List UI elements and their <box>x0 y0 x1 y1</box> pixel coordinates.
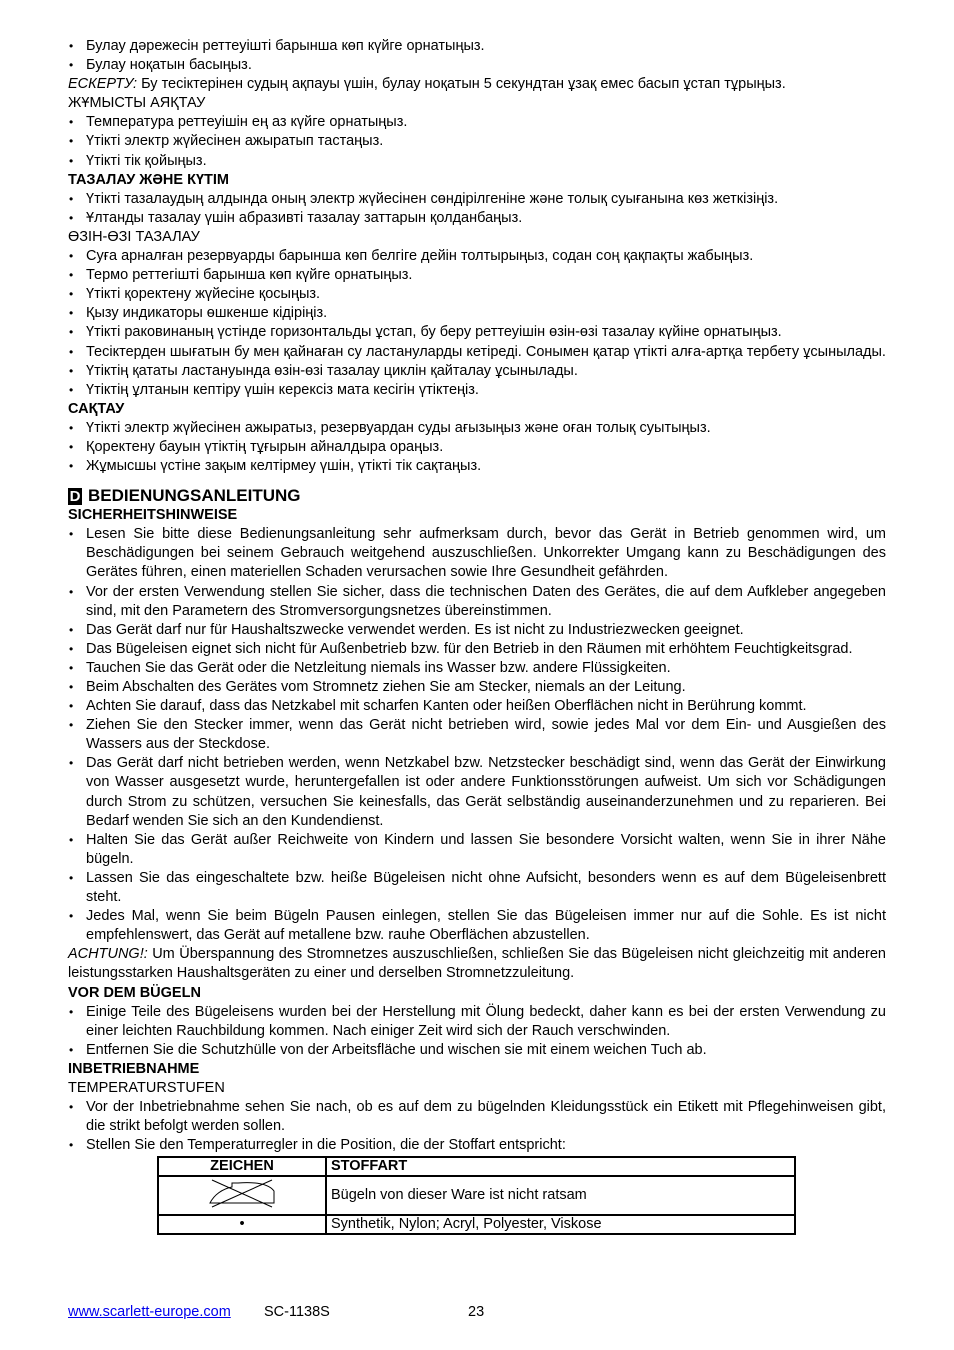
list-item: • Ziehen Sie den Stecker immer, wenn das Gerät nicht betrieben wird, sowie jedes Mal vor dem Ein- und Ausgießen des Wassers aus der Steckdose. <box>68 716 886 754</box>
list-item: • Қоректену бауын үтіктің тұғырын айналдыра ораңыз. <box>68 438 886 457</box>
list-item: • Үтікті электр жүйесінен ажыратып тастаңыз. <box>68 132 886 151</box>
kk-selfclean-heading: ӨЗІН-ӨЗІ ТАЗАЛАУ <box>68 228 200 245</box>
page-footer <box>68 1304 886 1320</box>
list-item: • Vor der Inbetriebnahme sehen Sie nach, ob es auf dem zu bügelnden Kleidungsstück ein Etikett mit Pflegehinweisen gibt, die strikt befolgt werden sollen. <box>68 1098 886 1136</box>
column-header-symbol: ZEICHEN <box>158 1157 326 1176</box>
list-item: • Das Bügeleisen eignet sich nicht für Außenbetrieb bzw. für den Betrieb in den Räumen mit erhöhtem Feuchtigkeitsgrad. <box>68 640 886 659</box>
page-number: 23 <box>468 1304 485 1320</box>
list-item: • Ұлтанды тазалау үшін абразивті тазалау заттарын қолданбаңыз. <box>68 209 886 228</box>
list-item: • Entfernen Sie die Schutzhülle von der Arbeitsfläche und wischen sie mit einem weichen Tuch ab. <box>68 1041 886 1060</box>
de-start-heading: INBETRIEBNAHME <box>68 1060 200 1077</box>
list-item: • Үтікті қоректену жүйесіне қосыңыз. <box>68 285 886 304</box>
de-title-text: BEDIENUNGSANLEITUNG <box>88 486 301 506</box>
list-item: • Achten Sie darauf, dass das Netzkabel mit scharfen Kanten oder heißen Oberflächen nicht in Berührung kommt. <box>68 697 886 716</box>
list-item: • Lesen Sie bitte diese Bedienungsanleitung sehr aufmerksam durch, bevor das Gerät in Betrieb genommen wird, um Beschädigungen bei seinem Gebrauch weitgehend auszuschließen. Unkorrekter Umgang kann zu Beschädigungen des Gerätes führen, einen materiellen Schaden verursachen sowie Ihre Gesundheit gefährden. <box>68 525 886 582</box>
list-item: • Жұмысшы үстіне зақым келтірмеу үшін, үтікті тік сақтаңыз. <box>68 457 886 476</box>
temperature-table <box>157 1156 796 1235</box>
list-item: • Halten Sie das Gerät außer Reichweite von Kindern und lassen Sie besondere Vorsicht walten, wenn Sie in ihrer Nähe bügeln. <box>68 831 886 869</box>
table-cell-fabric: Bügeln von dieser Ware ist nicht ratsam <box>326 1176 795 1215</box>
kk-clean-heading: ТАЗАЛАУ ЖӘНЕ КҮТІМ <box>68 171 229 188</box>
kk-note-text: Бу тесіктерінен судың ақпауы үшін, булау ноқатын 5 секундтан ұзақ емес басып ұстап тұрыңыз. <box>137 76 786 93</box>
de-warning <box>68 945 886 983</box>
list-item: • Температура реттеуішін ең аз күйге орнатыңыз. <box>68 113 886 132</box>
crossed-iron-icon <box>202 1177 282 1209</box>
language-badge: D <box>69 487 81 505</box>
list-item: • Термо реттегішті барынша көп күйге орнатыңыз. <box>68 266 886 285</box>
list-item: • Das Gerät darf nicht betrieben werden, wenn Netzkabel bzw. Netzstecker beschädigt sind, wenn das Gerät der Einwirkung von Wasser ausgesetzt wurde, heruntergefallen ist oder andere Funktionsstörungen aufweist. Um sich vor Schädigungen durch Strom zu schützen, versuchen Sie keinesfalls, das Gerät selbständig auseinanderzunehmen und zu reparieren. Bei Bedarf wenden Sie sich an den Kundendienst. <box>68 754 886 830</box>
table-cell-symbol <box>158 1176 326 1215</box>
kk-note <box>68 75 886 94</box>
model-number: SC-1138S <box>264 1304 330 1320</box>
de-warning-label: ACHTUNG!: <box>68 946 148 963</box>
list-item: • Das Gerät darf nur für Haushaltszwecke verwendet werden. Es ist nicht zu Industriezwecken geeignet. <box>68 621 886 640</box>
table-row <box>158 1176 795 1215</box>
table-row <box>158 1215 795 1234</box>
list-item: • Jedes Mal, wenn Sie beim Bügeln Pausen einlegen, stellen Sie das Bügeleisen immer nur auf die Sohle. Es ist nicht empfehlenswert, das Gerät auf metallene bzw. rauhe Oberflächen abzustellen. <box>68 907 886 945</box>
website-link[interactable]: www.scarlett-europe.com <box>68 1304 231 1320</box>
de-section-title <box>68 486 886 506</box>
list-item: • Суға арналған резервуарды барынша көп белгіге дейін толтырыңыз, содан соң қақпақты жабыңыз. <box>68 247 886 266</box>
table-cell-fabric: Synthetik, Nylon; Acryl, Polyester, Viskose <box>326 1215 795 1234</box>
list-item: • Einige Teile des Bügeleisens wurden bei der Herstellung mit Ölung bedeckt, daher kann es bei der ersten Verwendung zu einer leichten Rauchbildung kommen. Nach einiger Zeit wird sich der Rauch verschwinden. <box>68 1003 886 1041</box>
kk-storage-heading: САҚТАУ <box>68 400 125 417</box>
list-item: • Тесіктерден шығатын бу мен қайнаған су ластануларды кетіреді. Сонымен қатар үтікті алға-артқа тербету ұсынылады. <box>68 343 886 362</box>
de-safety-heading: SICHERHEITSHINWEISE <box>68 507 238 524</box>
list-item: • Үтіктің ұлтанын кептіру үшін керексіз мата кесігін үтіктеңіз. <box>68 381 886 400</box>
list-item: • Stellen Sie den Temperaturregler in die Position, die der Stoffart entspricht: <box>68 1136 886 1155</box>
steam-level-item: • Булау дәрежесін реттеуішті барынша көп күйге орнатыңыз. <box>68 37 886 56</box>
table-cell-symbol: • <box>158 1215 326 1234</box>
list-item: • Үтікті электр жүйесінен ажыратыз, резервуардан суды ағызыңыз және оған толық суытыңыз. <box>68 419 886 438</box>
kk-note-label: ЕСКЕРТУ: <box>68 76 138 93</box>
list-item: • Vor der ersten Verwendung stellen Sie sicher, dass die technischen Daten des Gerätes, die auf dem Aufkleber angegeben sind, mit den Parametern des Stromversorgungsnetzes übereinstimmen. <box>68 583 886 621</box>
de-before-heading: VOR DEM BÜGELN <box>68 984 201 1001</box>
list-item: • Үтікті раковинаның үстінде горизонтальды ұстап, бу беру реттеуішін өзін-өзі тазалау күйіне орнатыңыз. <box>68 323 886 342</box>
list-item: • Қызу индикаторы өшкенше кідіріңіз. <box>68 304 886 323</box>
manual-page <box>68 37 886 1235</box>
list-item: • Үтікті тазалаудың алдында оның электр жүйесінен сөндірілгеніне және толық суығанына көз жеткізіңіз. <box>68 190 886 209</box>
de-temp-heading: TEMPERATURSTUFEN <box>68 1079 225 1096</box>
steam-button-item: • Булау ноқатын басыңыз. <box>68 56 886 75</box>
kk-finish-heading: ЖҰМЫСТЫ АЯҚТАУ <box>68 95 206 112</box>
list-item: • Үтіктің қататы ластануында өзін-өзі тазалау циклін қайталау ұсынылады. <box>68 362 886 381</box>
de-warning-text: Um Überspannung des Stromnetzes auszuschließen, schließen Sie das Bügeleisen nicht gleichzeitig mit anderen leistungsstarken Haushaltsgeräten zu einer und derselben Stromnetzzuleitung. <box>68 946 886 982</box>
column-header-fabric: STOFFART <box>326 1157 795 1176</box>
list-item: • Lassen Sie das eingeschaltete bzw. heiße Bügeleisen nicht ohne Aufsicht, besonders wenn es auf dem Bügeleisenbrett steht. <box>68 869 886 907</box>
list-item: • Beim Abschalten des Gerätes vom Stromnetz ziehen Sie am Stecker, niemals an der Leitung. <box>68 678 886 697</box>
list-item: • Tauchen Sie das Gerät oder die Netzleitung niemals ins Wasser bzw. andere Flüssigkeiten. <box>68 659 886 678</box>
table-header-row <box>158 1157 795 1176</box>
list-item: • Үтікті тік қойыңыз. <box>68 152 886 171</box>
